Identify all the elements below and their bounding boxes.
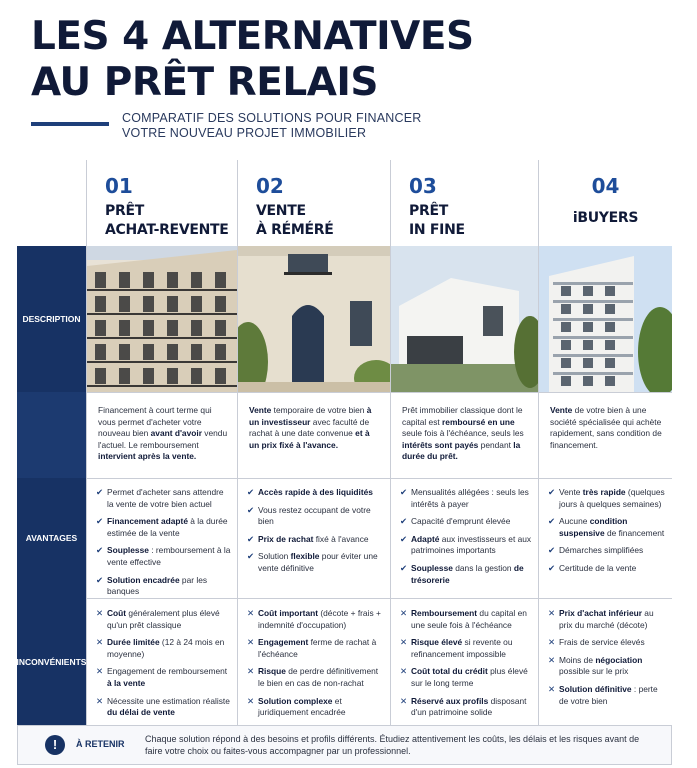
drawback-text: Moins de xyxy=(559,654,596,665)
advantage-text: fixé à l'avance xyxy=(313,533,369,544)
drawback-text: Coût xyxy=(107,608,127,618)
column-title-line: À RÉMÉRÉ xyxy=(256,222,334,238)
advantage-text: : seuls les intérêts à payer xyxy=(411,487,529,509)
description-text: Vente xyxy=(249,405,272,415)
drawback-text: Réservé aux profils xyxy=(411,695,489,706)
description-text: pendant xyxy=(478,439,514,450)
cross-icon: ✕ xyxy=(400,666,408,677)
advantage-item xyxy=(400,534,533,557)
advantage-text: aux investisseurs et aux patrimoines importants xyxy=(411,533,532,556)
advantage-text: Financement adapté xyxy=(107,516,188,527)
check-icon: ✔ xyxy=(247,551,255,562)
drawback-item xyxy=(247,637,385,660)
advantage-item xyxy=(548,516,667,539)
advantage-list-1 xyxy=(96,487,232,604)
row-label-advantages: AVANTAGES xyxy=(17,478,86,598)
check-icon: ✔ xyxy=(247,504,255,515)
column-number: 02 xyxy=(256,174,284,198)
drawback-list-3 xyxy=(400,608,533,725)
advantage-text: Aucune xyxy=(559,516,590,527)
drawback-item xyxy=(96,666,232,689)
check-icon: ✔ xyxy=(400,533,408,544)
advantage-text: de trésorerie xyxy=(411,562,524,585)
drawback-text: Risque élevé xyxy=(411,637,463,648)
description-text: temporaire de votre bien xyxy=(271,405,367,415)
description-text: remboursé en une xyxy=(442,416,515,427)
check-icon: ✔ xyxy=(548,562,556,573)
drawback-list-4 xyxy=(548,608,667,713)
advantage-text: : remboursement à la vente effective xyxy=(107,545,231,567)
advantage-text: Vente xyxy=(559,487,583,497)
drawback-text: (12 à 24 mois en moyenne) xyxy=(107,637,225,659)
drawback-text: généralement plus élevé qu'un prêt classique xyxy=(107,608,220,630)
description-cell-3 xyxy=(402,405,529,463)
haussmann-building-photo xyxy=(87,246,237,392)
column-number: 04 xyxy=(591,174,620,198)
page-subtitle xyxy=(122,111,422,141)
cross-icon: ✕ xyxy=(548,683,556,694)
check-icon: ✔ xyxy=(548,516,556,527)
check-icon: ✔ xyxy=(96,516,104,527)
cross-icon: ✕ xyxy=(400,695,408,706)
drawback-item xyxy=(96,608,232,631)
column-header-2 xyxy=(238,160,390,246)
drawback-item xyxy=(96,637,232,660)
advantage-text: condition suspensive xyxy=(559,516,628,538)
advantage-item xyxy=(400,563,533,586)
column-title-line: IN FINE xyxy=(409,222,465,238)
check-icon: ✔ xyxy=(247,487,255,497)
description-cell-4 xyxy=(550,405,663,451)
check-icon: ✔ xyxy=(96,545,104,556)
check-icon: ✔ xyxy=(548,545,556,556)
row-label-drawbacks: INCONVÉNIENTS xyxy=(17,598,86,725)
cross-icon: ✕ xyxy=(400,637,408,648)
check-icon: ✔ xyxy=(247,533,255,544)
apartment-block-photo xyxy=(539,246,672,392)
column-title-line: VENTE xyxy=(256,203,306,219)
drawback-item xyxy=(400,608,533,631)
description-text: et à un prix fixé à l'avance. xyxy=(249,428,370,450)
description-text: intervient après la vente. xyxy=(98,451,197,462)
drawback-text: et juridiquement encadrée xyxy=(258,695,346,718)
drawback-text: à la vente xyxy=(107,677,146,688)
advantage-list-4 xyxy=(548,487,667,581)
cross-icon: ✕ xyxy=(247,666,255,677)
drawback-text: au prix du marché (décote) xyxy=(559,608,654,630)
cross-icon: ✕ xyxy=(96,637,104,648)
advantage-item xyxy=(400,487,533,510)
advantage-item xyxy=(400,516,533,528)
advantage-text: Solution encadrée xyxy=(107,574,180,585)
advantage-text: Souplesse xyxy=(411,562,453,573)
drawback-text: si revente ou refinancement impossible xyxy=(411,637,513,659)
drawback-text: Engagement xyxy=(258,637,309,648)
drawback-text: Solution définitive xyxy=(559,683,632,694)
drawback-text: Frais de service élevés xyxy=(559,637,645,648)
advantage-text: Prix de rachat xyxy=(258,533,314,544)
advantage-item xyxy=(247,534,385,546)
drawback-text: Coût total du crédit xyxy=(411,666,488,677)
description-text: avec faculté de rachat à une date convenue xyxy=(249,416,370,439)
advantage-text: Accès rapide à des liquidités xyxy=(258,487,373,497)
description-text: de votre bien à une société spécialisée qui achète rapidement, sans condition de financement. xyxy=(550,405,662,450)
column-number: 01 xyxy=(105,174,133,198)
drawback-text: Risque xyxy=(258,666,286,677)
cross-icon: ✕ xyxy=(548,637,556,648)
drawback-text: Durée limitée xyxy=(107,637,160,648)
column-header-1 xyxy=(87,160,237,246)
subtitle-accent-bar xyxy=(31,122,109,126)
cross-icon: ✕ xyxy=(96,695,104,706)
advantage-list-3 xyxy=(400,487,533,592)
stone-facade-photo xyxy=(238,246,390,392)
drawback-text: négociation xyxy=(595,654,643,665)
drawback-text: Remboursement xyxy=(411,608,478,618)
advantage-text: Certitude de la vente xyxy=(559,562,637,573)
subtitle-line-2: VOTRE NOUVEAU PROJET IMMOBILIER xyxy=(122,126,367,140)
check-icon: ✔ xyxy=(96,487,104,497)
drawback-text: Nécessite une estimation réaliste xyxy=(107,695,230,706)
cross-icon: ✕ xyxy=(548,654,556,665)
grid-line xyxy=(86,392,672,393)
drawback-text: ferme de rachat à l'échéance xyxy=(258,637,377,659)
column-title xyxy=(409,202,465,240)
description-cell-2 xyxy=(249,405,381,451)
description-text: Vente xyxy=(550,405,573,415)
description-text: à un investisseur xyxy=(249,405,372,427)
drawback-list-1 xyxy=(96,608,232,725)
cross-icon: ✕ xyxy=(400,608,408,618)
advantage-item xyxy=(247,551,385,574)
row-label-description: DESCRIPTION xyxy=(17,246,86,392)
row-label-description-cont xyxy=(17,392,86,478)
cross-icon: ✕ xyxy=(247,608,255,618)
advantage-text: par les banques xyxy=(107,574,208,597)
key-takeaway-text: Chaque solution répond à des besoins et profils différents. Étudiez attentivement les coûts, les délais et les risques avant de faire votre choix ou faites-vous accompagner par un professionnel. xyxy=(145,734,640,756)
comparison-table xyxy=(17,160,672,725)
advantage-item xyxy=(247,487,385,499)
drawback-text: du délai de vente xyxy=(107,707,175,718)
advantage-text: flexible xyxy=(290,551,320,562)
drawback-text: : perte de votre bien xyxy=(559,683,658,706)
description-text: avant d'avoir xyxy=(150,428,202,439)
drawback-item xyxy=(247,608,385,631)
check-icon: ✔ xyxy=(96,574,104,585)
column-header-3 xyxy=(391,160,538,246)
drawback-item xyxy=(548,608,667,631)
cross-icon: ✕ xyxy=(247,695,255,706)
drawback-text: possible sur le prix xyxy=(559,666,629,677)
cross-icon: ✕ xyxy=(247,637,255,648)
title-line-1: LES 4 ALTERNATIVES xyxy=(31,14,474,59)
advantage-item xyxy=(96,516,232,539)
advantage-text: Adapté xyxy=(411,533,440,544)
cross-icon: ✕ xyxy=(548,608,556,618)
drawback-text: Engagement de remboursement xyxy=(107,666,228,677)
column-title xyxy=(105,202,229,240)
column-number: 03 xyxy=(409,174,437,198)
drawback-item xyxy=(400,696,533,719)
advantage-text: très rapide xyxy=(582,487,626,497)
cross-icon: ✕ xyxy=(96,608,104,618)
drawback-item xyxy=(400,637,533,660)
drawback-text: Prix d'achat inférieur xyxy=(559,608,642,618)
advantage-item xyxy=(247,505,385,528)
drawback-item xyxy=(96,696,232,719)
key-takeaway-box xyxy=(17,725,672,765)
advantage-text: Permet d'acheter sans attendre la vente de votre bien actuel xyxy=(107,487,224,509)
cross-icon: ✕ xyxy=(96,666,104,677)
check-icon: ✔ xyxy=(400,562,408,573)
column-title-line: PRÊT xyxy=(105,203,144,219)
page-title xyxy=(31,14,474,106)
column-title xyxy=(539,209,672,228)
drawback-item xyxy=(247,696,385,719)
drawback-text: Coût important xyxy=(258,608,319,618)
advantage-item xyxy=(96,575,232,598)
description-text: la durée du prêt. xyxy=(402,439,521,462)
column-header-4 xyxy=(539,160,672,246)
drawback-text: plus élevé sur le long terme xyxy=(411,666,528,688)
description-text: Financement à court terme qui vous permet d'acheter votre nouveau bien xyxy=(98,405,212,439)
advantage-text: dans la gestion xyxy=(452,562,514,573)
advantage-text: (quelques jours à quelques semaines) xyxy=(559,487,665,509)
subtitle-line-1: COMPARATIF DES SOLUTIONS POUR FINANCER xyxy=(122,111,422,125)
drawback-text: du capital en une seule fois à l'échéance xyxy=(411,608,527,630)
advantage-list-2 xyxy=(247,487,385,581)
advantage-text: de financement xyxy=(604,527,665,538)
drawback-item xyxy=(400,666,533,689)
info-icon: ! xyxy=(45,735,65,755)
check-icon: ✔ xyxy=(400,487,408,497)
advantage-item xyxy=(548,545,667,557)
column-title-line: ACHAT-REVENTE xyxy=(105,222,229,238)
drawback-item xyxy=(548,655,667,678)
advantage-item xyxy=(96,487,232,510)
column-title-line: PRÊT xyxy=(409,203,448,219)
advantage-text: Vous restez occupant de votre bien xyxy=(258,504,371,527)
title-line-2: AU PRÊT RELAIS xyxy=(31,60,378,105)
advantage-item xyxy=(548,563,667,575)
advantage-item xyxy=(548,487,667,510)
modern-house-photo xyxy=(391,246,538,392)
description-text: seule fois à l'échéance, seuls les xyxy=(402,428,524,439)
grid-line xyxy=(86,478,672,479)
check-icon: ✔ xyxy=(400,516,408,527)
advantage-text: Démarches simplifiées xyxy=(559,545,644,556)
description-text: Prêt immobilier classique dont le capital est xyxy=(402,405,523,427)
drawback-item xyxy=(247,666,385,689)
advantage-text: Capacité d'emprunt élevée xyxy=(411,516,511,527)
column-title xyxy=(256,202,334,240)
advantage-text: Mensualités allégées xyxy=(411,487,490,497)
drawback-text: de perdre définitivement le bien en cas de non-rachat xyxy=(258,666,379,688)
check-icon: ✔ xyxy=(548,487,556,497)
advantage-text: pour éviter une vente définitive xyxy=(258,551,378,573)
drawback-list-2 xyxy=(247,608,385,725)
drawback-item xyxy=(548,684,667,707)
drawback-text: Solution complexe xyxy=(258,695,333,706)
drawback-text: disposant d'un patrimoine solide xyxy=(411,695,527,718)
drawback-item xyxy=(548,637,667,649)
advantage-item xyxy=(96,545,232,568)
advantage-text: Souplesse xyxy=(107,545,149,556)
description-text: vendu l'actuel. Le remboursement xyxy=(98,428,228,450)
drawback-text: (décote + frais + indemnité d'occupation) xyxy=(258,608,381,630)
key-takeaway-label: À RETENIR xyxy=(76,739,125,749)
description-cell-1 xyxy=(98,405,228,463)
advantage-text: à la durée estimée de la vente xyxy=(107,516,228,538)
description-text: intérêts sont payés xyxy=(402,439,479,450)
advantage-text: Solution xyxy=(258,551,291,562)
column-title-line: iBUYERS xyxy=(572,210,639,226)
